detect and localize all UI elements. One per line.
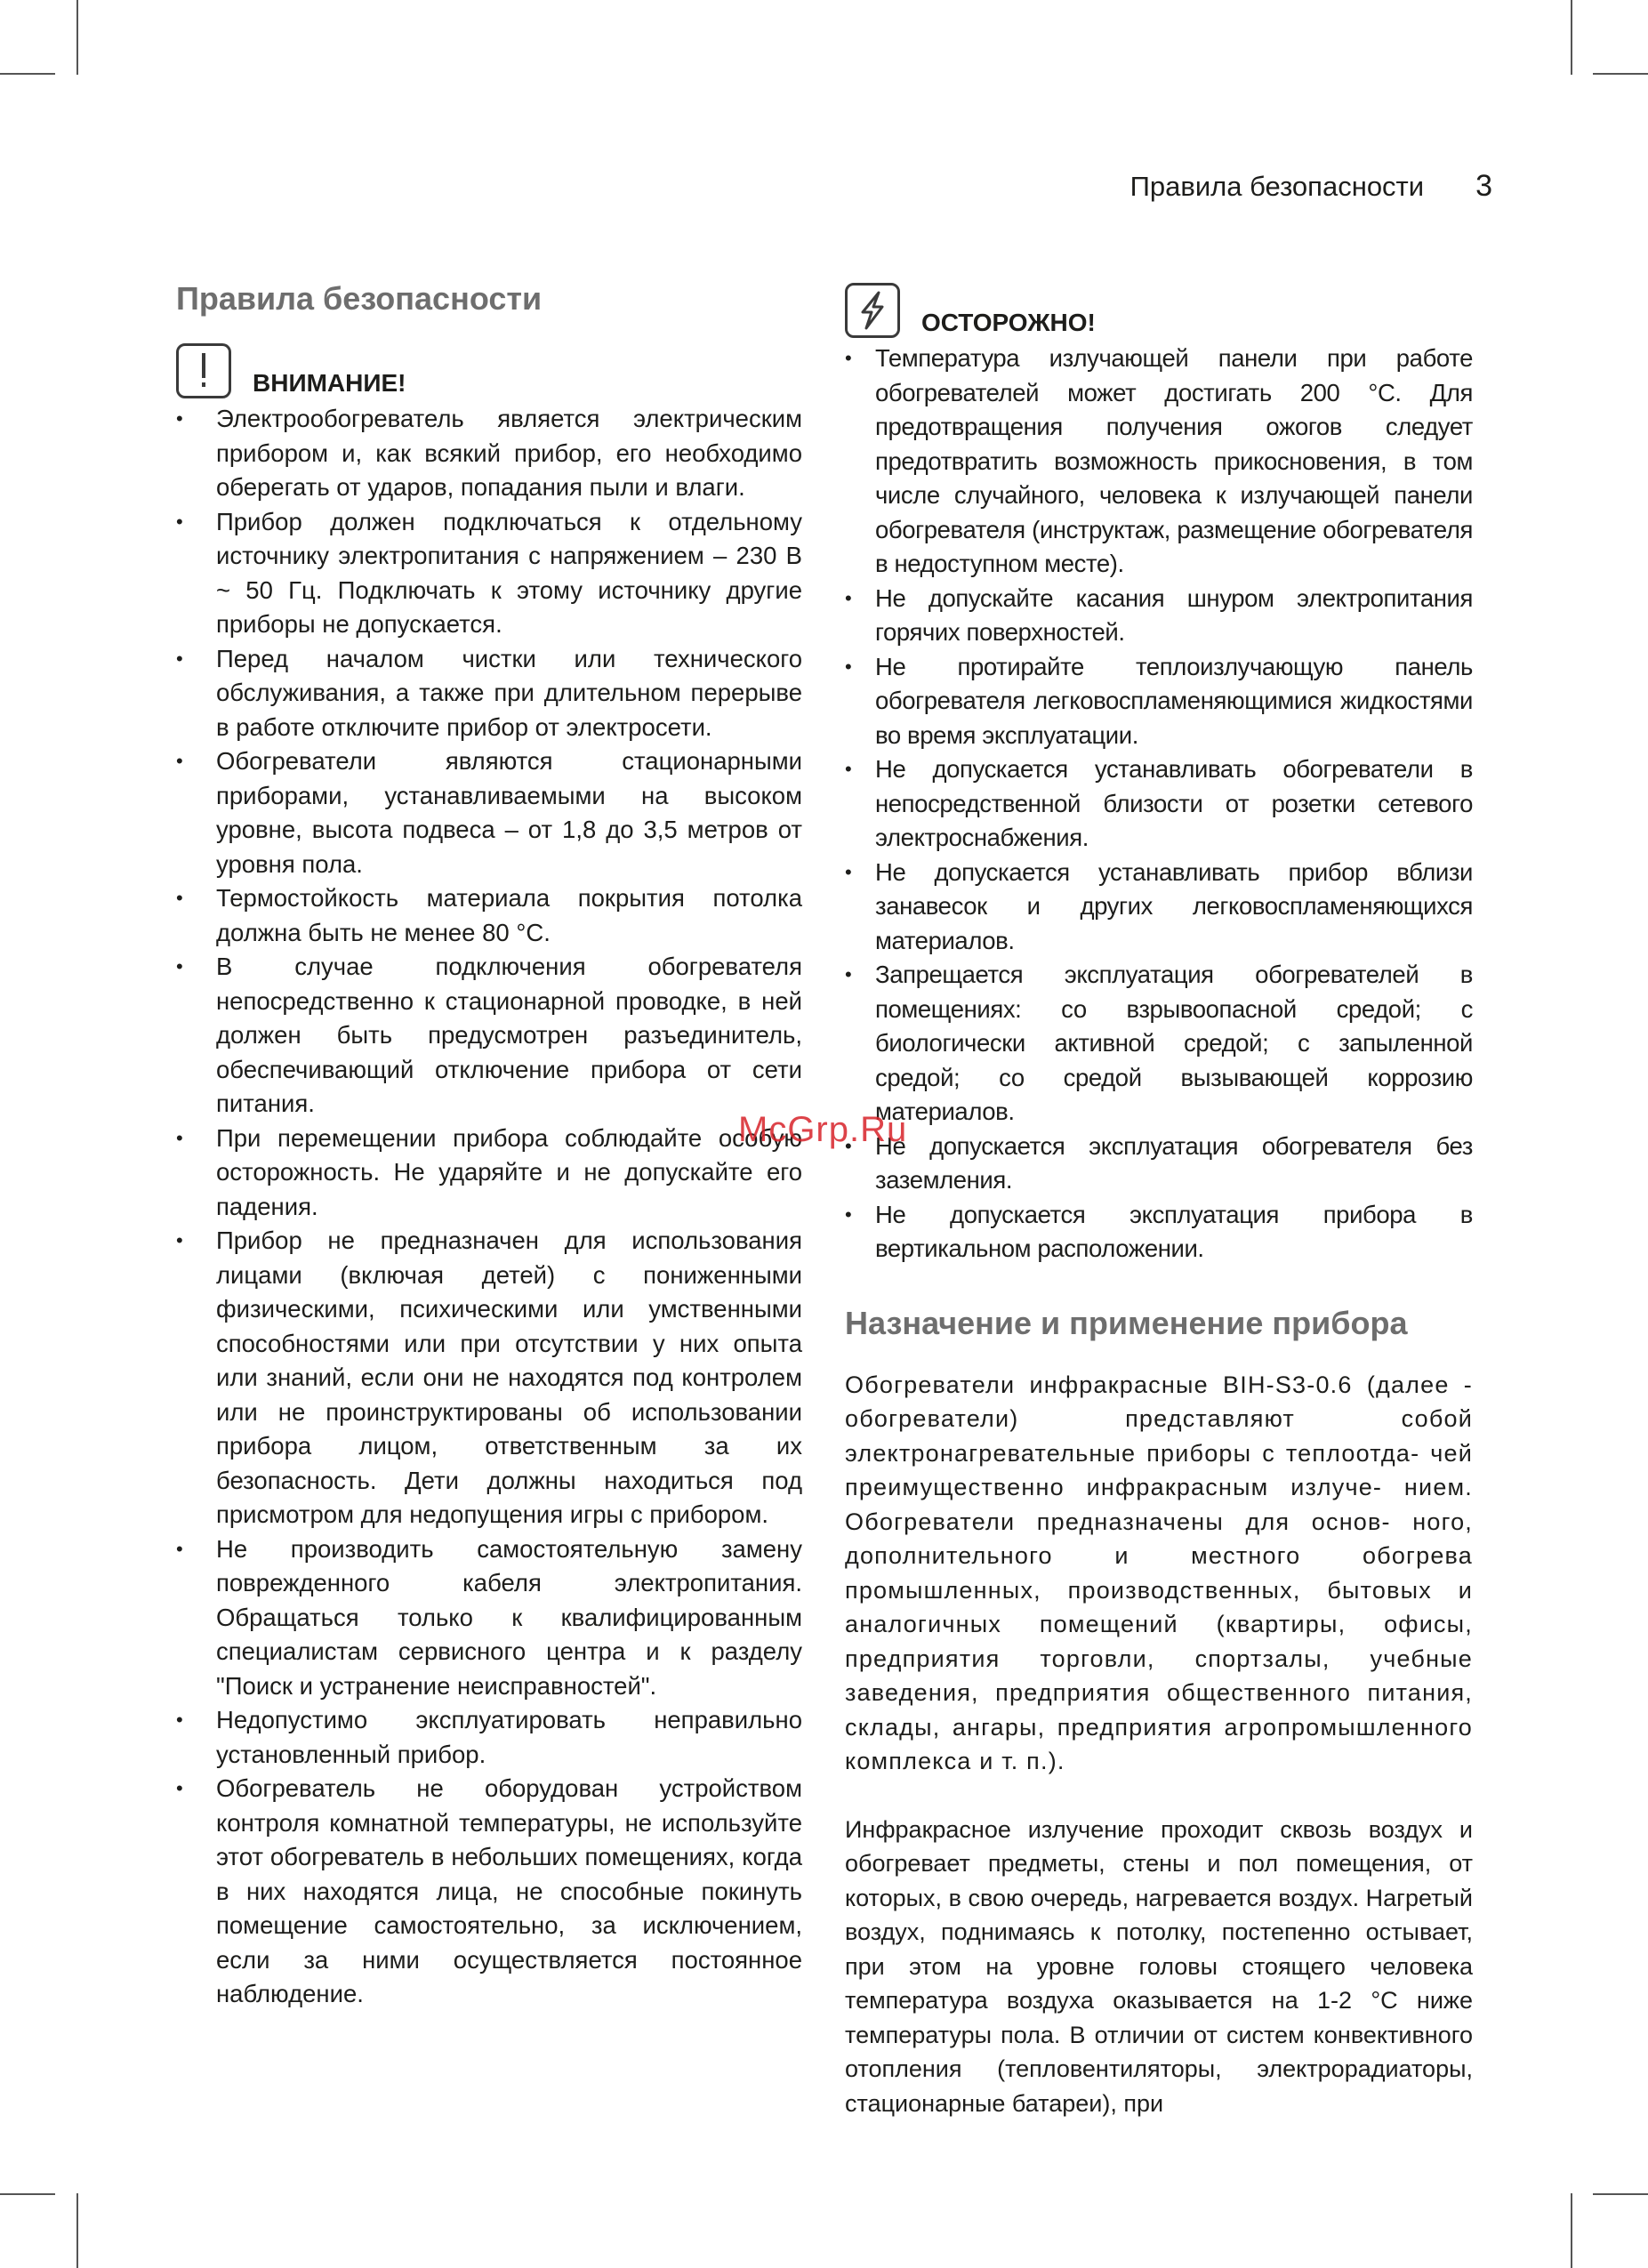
section-title-purpose: Назначение и применение прибора [845, 1304, 1408, 1341]
notice-label-caution: ОСТОРОЖНО! [921, 309, 1096, 336]
crop-mark [1571, 2193, 1572, 2268]
list-item: • Не производить самостоятельную замену поврежденного кабеля электропитания. Обращаться только к квалифицированным специалистам сервисного центра и к разделу "Поиск и устранение неисправностей". [176, 1532, 802, 1704]
list-item: • Прибор не предназначен для использования лицами (включая детей) с пониженными физическими, психическими или умственными способностями или при отсутствии у них опыта или знаний, если они не находятся под контролем или не проинструктированы об использовании прибора лицом, ответственным за их безопасность. Дети должны находиться под присмотром для недопущения игры с прибором. [176, 1224, 802, 1532]
section-title-safety: Правила безопасности [176, 280, 543, 317]
body-paragraph: Обогреватели инфракрасные BIH-S3-0.6 (далее - обогреватели) представляют собой электронагревательные приборы с теплоотда- чей преимущественно инфракрасным излуче- нием. Обогреватели предназначены для основ- ного, дополнительного и местного обогрева промышленных, производственных, бытовых и аналогичных помещений (квартиры, офисы, предприятия торговли, спортзалы, учебные заведения, предприятия общественного питания, склады, ангары, предприятия агропромышленного комплекса и т. п.). [845, 1371, 1473, 1774]
crop-mark [0, 73, 55, 75]
notice-label-attention: ВНИМАНИЕ! [253, 369, 406, 397]
crop-mark [1593, 73, 1648, 75]
list-item: • Обогреватель не оборудован устройством контроля комнатной температуры, не используйте этот обогреватель в небольших помещениях, когда в них находятся лица, не способные покинуть помещение самостоятельно, за исключением, если за ними осуществляется постоянное наблюдение. [176, 1772, 802, 2012]
list-item: • В случае подключения обогревателя непосредственно к стационарной проводке, в ней должен быть предусмотрен разъединитель, обеспечивающий отключение прибора от сети питания. [176, 950, 802, 1122]
crop-mark [1593, 2193, 1648, 2195]
right-column [845, 277, 1473, 2120]
list-item: • Не допускается эксплуатация прибора в вертикальном расположении. [845, 1198, 1473, 1267]
list-item: • Недопустимо эксплуатировать неправильно установленный прибор. [176, 1703, 802, 1772]
list-item: • Запрещается эксплуатация обогревателей в помещениях: со взрывоопасной средой; с биологически активной средой; с запыленной средой; со средой вызывающей коррозию материалов. [845, 958, 1473, 1130]
crop-mark [1571, 0, 1572, 75]
crop-mark [76, 0, 78, 75]
safety-list [176, 402, 802, 2012]
list-item: • При перемещении прибора соблюдайте особую осторожность. Не ударяйте и не допускайте его падения. [176, 1122, 802, 1225]
caution-list [845, 342, 1473, 1267]
watermark: McGrp.Ru [738, 1110, 908, 1149]
lightning-icon [845, 283, 900, 338]
list-item: • Электрообогреватель является электрическим прибором и, как всякий прибор, его необходимо оберегать от ударов, попадания пыли и влаги. [176, 402, 802, 505]
running-header [1130, 169, 1492, 204]
list-item: • Перед началом чистки или технического обслуживания, а также при длительном перерыве в работе отключите прибор от электросети. [176, 642, 802, 745]
left-column [176, 277, 802, 2012]
caution-notice [845, 283, 1473, 338]
list-item: • Не допускайте касания шнуром электропитания горячих поверхностей. [845, 582, 1473, 650]
running-header-title: Правила безопасности [1129, 171, 1425, 202]
list-item: • Температура излучающей панели при работе обогревателей может достигать 200 °С. Для предотвращения получения ожогов следует предотвратить возможность прикосновения, в том числе случайного, человека к излучающей панели обогревателя (инструктаж, размещение обогревателя в недоступном месте). [845, 342, 1473, 582]
list-item: • Прибор должен подключаться к отдельному источнику электропитания с напряжением – 230 В ~ 50 Гц. Подключать к этому источнику другие приборы не допускается. [176, 505, 802, 642]
exclamation-icon [176, 343, 231, 398]
page-number: 3 [1475, 169, 1492, 203]
list-item: • Обогреватели являются стационарными приборами, устанавливаемыми на высоком уровне, высота подвеса – от 1,8 до 3,5 метров от уровня пола. [176, 744, 802, 881]
list-item: • Не допускается устанавливать прибор вблизи занавесок и других легковоспламеняющихся материалов. [845, 856, 1473, 959]
list-item: • Не протирайте теплоизлучающую панель обогревателя легковоспламеняющимися жидкостями во время эксплуатации. [845, 650, 1473, 753]
body-paragraph: Инфракрасное излучение проходит сквозь воздух и обогревает предметы, стены и пол помещения, от которых, в свою очередь, нагревается воздух. Нагретый воздух, поднимаясь к потолку, постепенно остывает, при этом на уровне головы стоящего человека температура воздуха оказывается на 1-2 °С ниже температуры пола. В отличии от систем конвективного отопления (тепловентиляторы, электрорадиаторы, стационарные батареи), при [845, 1815, 1473, 2117]
warning-notice [176, 343, 802, 398]
list-item: • Не допускается эксплуатация обогревателя без заземления. [845, 1130, 1473, 1198]
crop-mark [76, 2193, 78, 2268]
crop-mark [0, 2193, 55, 2195]
list-item: • Термостойкость материала покрытия потолка должна быть не менее 80 °С. [176, 881, 802, 950]
list-item: • Не допускается устанавливать обогреватели в непосредственной близости от розетки сетевого электроснабжения. [845, 752, 1473, 856]
